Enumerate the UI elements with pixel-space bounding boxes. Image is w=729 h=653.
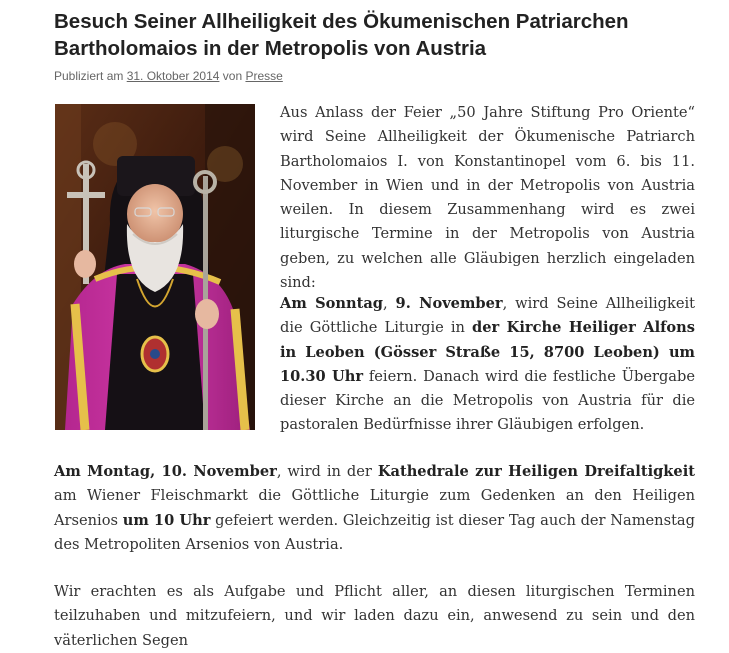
sunday-date: 9. November <box>395 295 503 312</box>
monday-date: Am Montag, 10. November <box>54 463 277 480</box>
monday-location: Kathedrale zur Heiligen Dreifaltigkeit <box>377 463 695 480</box>
post-title: Besuch Seiner Allheiligkeit des Ökumenischen Patriarchen Bartholomaios in der Metropolis von Austria <box>54 10 629 60</box>
sunday-label: Am Sonntag <box>280 295 383 312</box>
post-meta <box>54 68 283 84</box>
sunday-text-2: feiern. Danach wird die festliche Übergabe dieser Kirche an die Metropolis von Austria für die pastoralen Bedürfnisse ihrer Gläubigen erfolgen. <box>280 367 695 434</box>
monday-text-1: , wird in der <box>276 463 378 480</box>
sunday-comma: , <box>502 295 508 312</box>
paragraph-intro: Aus Anlass der Feier „50 Jahre Stiftung Pro Oriente“ wird Seine Allheiligkeit der Ökumenische Patriarch Bartholomaios I. von Konstantinopel vom 6. bis 11. November in Wien und in der Metropolis von Austria weilen. In diesem Zusammenhang wird es zwei liturgische Termine in der Metropolis von Austria geben, zu welchen alle Gläubigen herzlich eingeladen sind: <box>280 104 695 292</box>
portrait-photo <box>55 104 255 430</box>
sunday-text-1: wird Seine Allheiligkeit die Göttliche Liturgie in <box>280 295 696 337</box>
author-link[interactable]: Presse <box>245 69 283 83</box>
monday-time: um 10 Uhr <box>122 511 211 529</box>
published-label: Publiziert am <box>54 69 127 83</box>
sunday-sep: , <box>383 295 396 312</box>
sunday-location: der Kirche Heiliger Alfons in Leoben (Gösser Straße 15, 8700 Leoben) um 10.30 Uhr <box>280 319 695 385</box>
paragraph-invitation: Wir erachten es als Aufgabe und Pflicht aller, an diesen liturgischen Terminen teilzuhaben und mitzufeiern, und wir laden dazu ein, anwesend zu sein und den väterlichen Segen <box>54 583 695 649</box>
paragraph-sunday <box>280 292 695 438</box>
portrait-photo-patriarch <box>55 104 255 430</box>
monday-text-2: am Wiener Fleischmarkt die Göttliche Liturgie zum Gedenken an den Heiligen Arsenios <box>54 487 695 529</box>
by-label: von <box>219 69 246 83</box>
monday-text-3: gefeiert werden. Gleichzeitig ist dieser Tag auch der Namenstag des Metropoliten Arsenios von Austria. <box>54 511 695 553</box>
post-date-link[interactable]: 31. Oktober 2014 <box>126 69 220 83</box>
paragraph-monday <box>54 460 695 557</box>
